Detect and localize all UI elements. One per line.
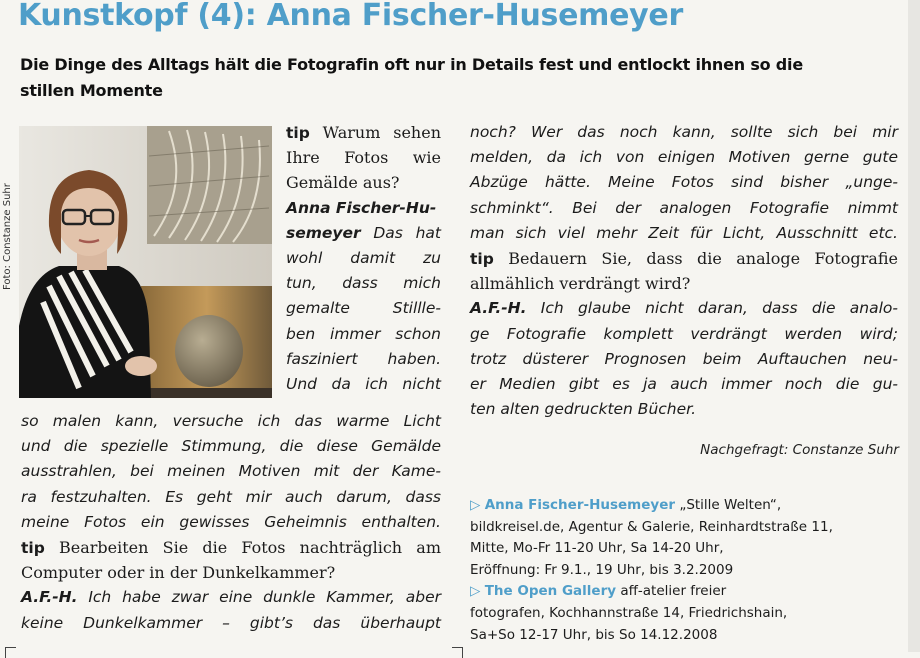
answer-3-line: trotz düsterer Prognosen beim Auftauchen neu- <box>470 349 898 368</box>
exhibition-detail-line: Sa+So 12-17 Uhr, bis So 14.12.2008 <box>470 626 718 643</box>
answer-1-name: Anna Fischer-Hu- <box>286 198 437 217</box>
interview-column-left-wide <box>21 409 441 636</box>
answer-2-line: schminkt“. Bei der analogen Fotografie nimmt <box>470 198 898 217</box>
tip-label: tip <box>286 124 310 142</box>
triangle-arrow-icon: ▷ <box>470 497 481 513</box>
exhibition-detail-line: fotografen, Kochhannstraße 14, Friedrichshain, <box>470 604 788 621</box>
question-1-line: tip Warum sehen <box>286 123 441 142</box>
interviewer-byline: Nachgefragt: Constanze Suhr <box>700 442 899 458</box>
exhibition-detail-line: bildkreisel.de, Agentur & Galerie, Reinhardtstraße 11, <box>470 518 833 535</box>
tip-label: tip <box>21 538 45 557</box>
answer-1-line: wohl damit zu <box>286 248 441 267</box>
question-3-line: allmählich verdrängt wird? <box>470 274 691 294</box>
article-title: Kunstkopf (4): Anna Fischer-Husemeyer <box>18 0 683 33</box>
answer-1-line: meine Fotos ein gewisses Geheimnis enthalten. <box>21 512 441 531</box>
answer-2-line: man sich viel mehr Zeit für Licht, Ausschnitt etc. <box>470 223 898 242</box>
answer-1-line: semeyer Das hat <box>286 223 441 242</box>
answer-2-line: A.F.-H. Ich habe zwar eine dunkle Kammer, aber <box>21 588 441 607</box>
answer-1-line: ausstrahlen, bei meinen Motiven mit der Kame- <box>21 462 441 481</box>
gallery-name: The Open Gallery <box>484 583 617 600</box>
article-subtitle: Die Dinge des Alltags hält die Fotografin oft nur in Details fest und entlockt ihnen so die stillen Momente <box>20 55 803 100</box>
tip-label: tip <box>470 249 494 268</box>
question-2-line: tip Bearbeiten Sie die Fotos nachträglich am <box>21 537 441 557</box>
portrait-photo-illustration <box>19 126 272 398</box>
answer-1-line: fasziniert haben. <box>286 349 441 368</box>
adjacent-page-edge <box>908 0 920 652</box>
exhibition-detail-line: Mitte, Mo-Fr 11-20 Uhr, Sa 14-20 Uhr, <box>470 540 724 557</box>
exhibition-info-item: ▷ Anna Fischer-Husemeyer „Stille Welten“, bildkreisel.de, Agentur & Galerie, Reinhardtstraße 11, Mitte, Mo-Fr 11-20 Uhr, Sa 14-20 Uhr, Eröffnung: Fr 9.1., 19 Uhr, bis 3.2.2009 <box>470 497 833 578</box>
answer-1-line: tun, dass mich <box>286 274 441 293</box>
artist-name: Anna Fischer-Husemeyer <box>484 497 676 513</box>
answer-1-line: und die spezielle Stimmung, die diese Gemälde <box>21 437 441 456</box>
exhibition-info-box <box>470 495 900 646</box>
crop-mark <box>452 647 463 658</box>
question-2-line: Computer oder in der Dunkelkammer? <box>21 563 336 583</box>
answer-2-line: Abzüge hätte. Meine Fotos sind bisher „unge- <box>470 173 898 192</box>
triangle-arrow-icon: ▷ <box>470 583 481 600</box>
answer-1-line: ben immer schon <box>286 324 441 343</box>
question-1-line: Gemälde aus? <box>286 173 400 193</box>
photo-credit: Foto: Constanze Suhr <box>2 183 13 290</box>
answer-1-line: Und da ich nicht <box>286 374 441 393</box>
portrait-photo <box>19 126 272 398</box>
answer-1-line: gemalte Stillle- <box>286 299 441 318</box>
answer-3-line: ten alten gedruckten Bücher. <box>470 400 697 419</box>
question-3-line: tip Bedauern Sie, dass die analoge Fotografie <box>470 248 898 268</box>
answer-1-line: ra festzuhalten. Es geht mir auch darum, dass <box>21 487 441 506</box>
answer-2-line: keine Dunkelkammer – gibt’s das überhaupt <box>21 613 441 632</box>
exhibition-info-item: ▷ The Open Gallery aff-atelier freier fotografen, Kochhannstraße 14, Friedrichshain, Sa+So 12-17 Uhr, bis So 14.12.2008 <box>470 583 788 643</box>
interview-column-right <box>470 120 898 422</box>
answer-2-line: melden, da ich von einigen Motiven gerne gute <box>470 148 898 167</box>
question-1-line: Ihre Fotos wie <box>286 148 441 168</box>
answer-3-line: ge Fotografie komplett verdrängt werden wird; <box>470 324 898 343</box>
crop-mark <box>5 647 16 658</box>
answer-3-line: er Medien gibt es ja auch immer noch die gu- <box>470 374 898 393</box>
answer-3-line: A.F.-H. Ich glaube nicht daran, dass die analo- <box>470 299 898 318</box>
exhibition-detail-line: Eröffnung: Fr 9.1., 19 Uhr, bis 3.2.2009 <box>470 561 734 578</box>
answer-2-line: noch? Wer das noch kann, sollte sich bei mir <box>470 123 898 141</box>
answer-1-line: so malen kann, versuche ich das warme Licht <box>21 412 441 430</box>
interview-column-left-narrow <box>286 120 441 397</box>
